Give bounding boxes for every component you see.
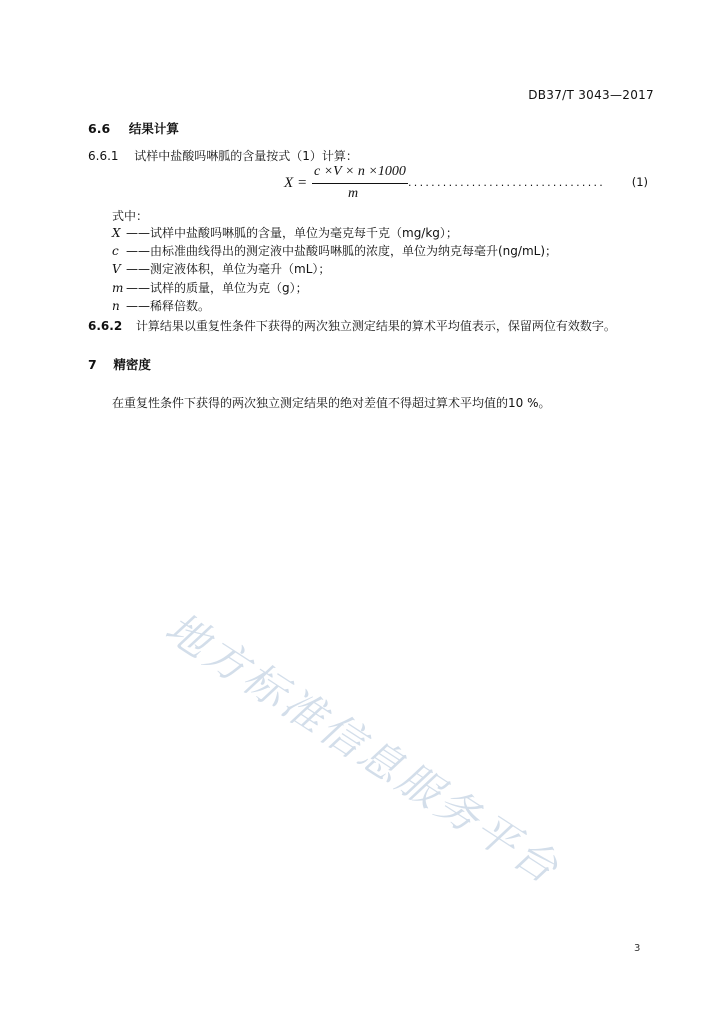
variable-definition bbox=[112, 279, 308, 296]
variable-description: ——试样的质量，单位为克（g）； bbox=[126, 281, 308, 295]
variable-symbol: c bbox=[112, 244, 119, 258]
equation-number: (1) bbox=[631, 175, 648, 189]
leader-dots: .................................. bbox=[408, 176, 606, 189]
clause-number: 6.6.2 bbox=[88, 319, 123, 333]
where-label: 式中： bbox=[112, 209, 149, 223]
variable-symbol: X bbox=[112, 226, 121, 240]
section-number: 6.6 bbox=[88, 121, 111, 136]
page-number: 3 bbox=[634, 943, 641, 954]
clause-6-6-2 bbox=[88, 317, 616, 334]
formula-denominator: m bbox=[348, 186, 359, 201]
variable-symbol: m bbox=[112, 281, 124, 295]
precision-text: 在重复性条件下获得的两次独立测定结果的绝对差值不得超过算术平均值的10 %。 bbox=[112, 396, 551, 410]
fraction-bar bbox=[312, 183, 408, 184]
watermark: 地方标准信息服务平台 bbox=[156, 602, 570, 895]
variable-symbol: V bbox=[112, 262, 121, 276]
variable-definition bbox=[112, 242, 557, 259]
document-code: DB37/T 3043—2017 bbox=[528, 88, 654, 102]
section-title: 结果计算 bbox=[128, 121, 179, 136]
clause-number: 6.6.1 bbox=[88, 149, 119, 163]
clause-6-6-1 bbox=[88, 147, 358, 164]
section-number: 7 bbox=[88, 357, 97, 372]
clause-text: 试样中盐酸吗啉胍的含量按式（1）计算： bbox=[134, 149, 358, 163]
variable-description: ——试样中盐酸吗啉胍的含量，单位为毫克每千克（mg/kg）； bbox=[126, 226, 458, 240]
variable-definition bbox=[112, 297, 210, 314]
variable-definition bbox=[112, 224, 458, 241]
section-title: 精密度 bbox=[113, 357, 151, 372]
clause-text: 计算结果以重复性条件下获得的两次独立测定结果的算术平均值表示，保留两位有效数字。 bbox=[135, 319, 616, 333]
variable-symbol: n bbox=[112, 299, 120, 313]
variable-definition bbox=[112, 260, 330, 277]
variable-description: ——由标准曲线得出的测定液中盐酸吗啉胍的浓度，单位为纳克每毫升(ng/mL)； bbox=[126, 244, 558, 258]
formula-1 bbox=[284, 164, 648, 204]
variable-description: ——稀释倍数。 bbox=[126, 299, 211, 313]
formula-equals: = bbox=[298, 175, 307, 191]
section-6-6-heading bbox=[88, 119, 179, 137]
formula-numerator: c ×V × n ×1000 bbox=[314, 164, 406, 179]
section-7-heading bbox=[88, 355, 151, 373]
variable-description: ——测定液体积，单位为毫升（mL）； bbox=[126, 262, 331, 276]
formula-lhs: X bbox=[284, 175, 294, 191]
